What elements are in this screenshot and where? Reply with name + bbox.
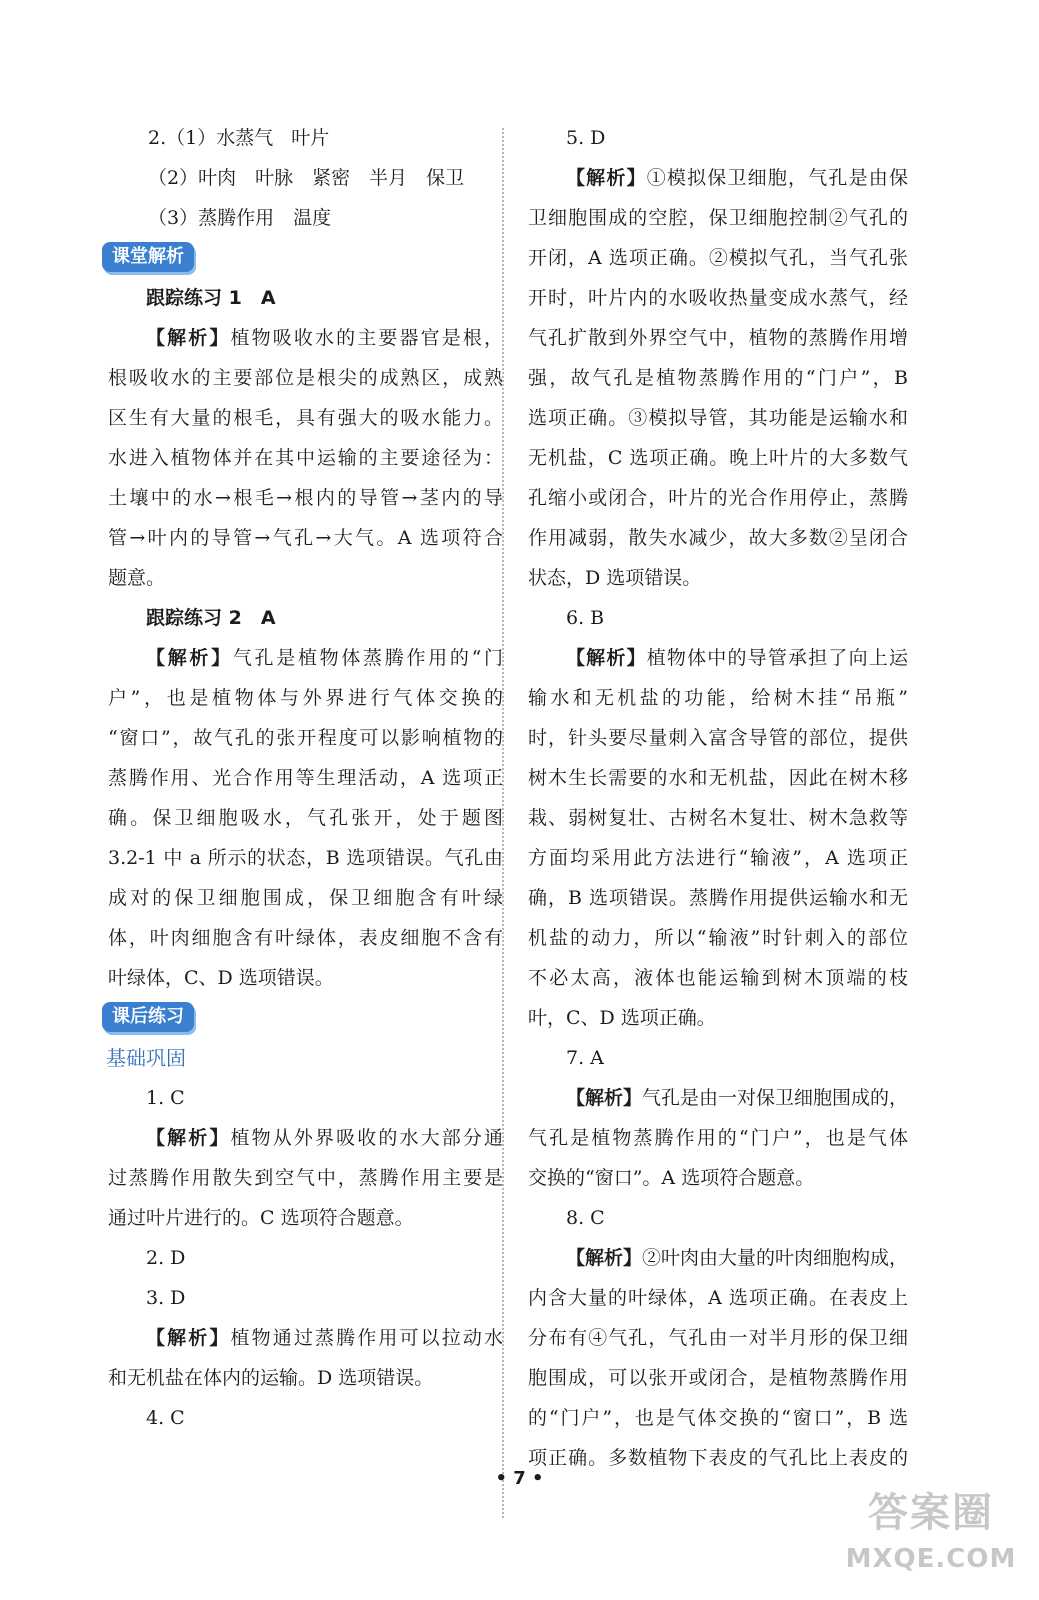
- page-number: • 7 •: [495, 1468, 544, 1489]
- watermark-url: MXQE.COM: [845, 1544, 1017, 1574]
- analysis-1-line: 根吸收水的主要部位是根尖的成熟区，成熟: [108, 367, 503, 389]
- analysis-q5-line: 强，故气孔是植物蒸腾作用的“门户”，B: [528, 367, 908, 389]
- analysis-q3-line: 【解析】植物通过蒸腾作用可以拉动水: [146, 1327, 503, 1349]
- analysis-tag: 【解析】: [146, 1127, 231, 1149]
- watermark: [841, 1482, 1021, 1592]
- question-8-answer: 8. C: [566, 1207, 605, 1229]
- question-1-answer: 1. C: [146, 1087, 185, 1109]
- analysis-q8-line: 分布有④气孔，气孔由一对半月形的保卫细: [528, 1327, 908, 1349]
- answer-2-1-b: 叶片: [291, 127, 330, 149]
- analysis-1-line: 管→叶内的导管→气孔→大气。A 选项符合: [108, 527, 503, 549]
- analysis-1-line: 土壤中的水→根毛→根内的导管→茎内的导: [108, 487, 503, 509]
- analysis-q5-line: 开时，叶片内的水吸收热量变成水蒸气，经: [528, 287, 908, 309]
- analysis-q6-line: 树木生长需要的水和无机盐，因此在树木移: [528, 767, 908, 789]
- analysis-2-line: 3.2-1 中 a 所示的状态，B 选项错误。气孔由: [108, 847, 503, 869]
- analysis-q8-line: 内含大量的叶绿体，A 选项正确。在表皮上: [528, 1287, 908, 1309]
- analysis-q8-line: 的“门户”，也是气体交换的“窗口”，B 选: [528, 1407, 908, 1429]
- analysis-q5-line: 孔缩小或闭合，叶片的光合作用停止，蒸腾: [528, 487, 908, 509]
- question-3-answer: 3. D: [146, 1287, 186, 1309]
- question-5-answer: 5. D: [566, 127, 606, 149]
- analysis-q7-line: 交换的“窗口”。A 选项符合题意。: [528, 1167, 815, 1189]
- analysis-q8-line: 【解析】②叶肉由大量的叶肉细胞构成，: [566, 1247, 908, 1269]
- analysis-tag: 【解析】: [146, 647, 233, 669]
- analysis-2-line: “窗口”，故气孔的张开程度可以影响植物的: [108, 727, 503, 749]
- analysis-q1-line: 通过叶片进行的。C 选项符合题意。: [108, 1207, 414, 1229]
- analysis-q7-line: 【解析】气孔是由一对保卫细胞围成的，: [566, 1087, 908, 1109]
- analysis-q5-line: 无机盐，C 选项正确。晚上叶片的大多数气: [528, 447, 908, 469]
- analysis-q6-line: 确，B 选项错误。蒸腾作用提供运输水和无: [528, 887, 908, 909]
- subheading-basic: 基础巩固: [106, 1046, 186, 1070]
- analysis-2-line: 成对的保卫细胞围成，保卫细胞含有叶绿: [108, 887, 503, 909]
- analysis-q1-line: 过蒸腾作用散失到空气中，蒸腾作用主要是: [108, 1167, 503, 1189]
- analysis-2-line: 体，叶肉细胞含有叶绿体，表皮细胞不含有: [108, 927, 503, 949]
- question-2-answer: 2. D: [146, 1247, 186, 1269]
- analysis-q6-line: 输水和无机盐的功能，给树木挂“吊瓶”: [528, 687, 908, 709]
- analysis-1-line: 【解析】植物吸收水的主要器官是根，: [146, 327, 503, 349]
- analysis-2-line: 户”，也是植物体与外界进行气体交换的: [108, 687, 503, 709]
- analysis-q5-line: 作用减弱，散失水减少，故大多数②呈闭合: [528, 527, 908, 549]
- analysis-1-line: 题意。: [108, 567, 166, 589]
- watermark-logo: 答案圈: [868, 1490, 994, 1536]
- section-badge-class-analysis: 课堂解析: [102, 242, 194, 272]
- section-badge-after-class: 课后练习: [102, 1002, 194, 1032]
- analysis-q7-line: 气孔是植物蒸腾作用的“门户”，也是气体: [528, 1127, 908, 1149]
- analysis-q6-line: 栽、弱树复壮、古树名木复壮、树木急救等: [528, 807, 908, 829]
- analysis-q5-line: 【解析】①模拟保卫细胞，气孔是由保: [566, 167, 908, 189]
- analysis-q6-line: 方面均采用此方法进行“输液”，A 选项正: [528, 847, 908, 869]
- analysis-tag: 【解析】: [566, 647, 647, 669]
- analysis-q6-line: 时，针头要尽量刺入富含导管的部位，提供: [528, 727, 908, 749]
- analysis-q3-line: 和无机盐在体内的运输。D 选项错误。: [108, 1367, 434, 1389]
- analysis-q5-line: 状态，D 选项错误。: [528, 567, 702, 589]
- tracking-exercise-1: 跟踪练习 1 A: [146, 287, 276, 309]
- analysis-tag: 【解析】: [566, 167, 647, 189]
- question-4-answer: 4. C: [146, 1407, 185, 1429]
- answer-2-3: （3）蒸腾作用 温度: [148, 207, 332, 229]
- answer-2-2: （2）叶肉 叶脉 紧密 半月 保卫: [148, 167, 465, 189]
- analysis-tag: 【解析】: [146, 327, 231, 349]
- analysis-q5-line: 开闭，A 选项正确。②模拟气孔，当气孔张: [528, 247, 908, 269]
- analysis-q6-line: 不必太高，液体也能运输到树木顶端的枝: [528, 967, 908, 989]
- answer-2-1: [108, 118, 503, 158]
- column-divider: [502, 128, 504, 1518]
- analysis-2-line: 叶绿体，C、D 选项错误。: [108, 967, 334, 989]
- analysis-1-line: 水进入植物体并在其中运输的主要途径为：: [108, 447, 503, 469]
- question-7-answer: 7. A: [566, 1047, 604, 1069]
- analysis-q8-line: 项正确。多数植物下表皮的气孔比上表皮的: [528, 1447, 908, 1469]
- analysis-2-line: 【解析】气孔是植物体蒸腾作用的“门: [146, 647, 503, 669]
- tracking-exercise-2: 跟踪练习 2 A: [146, 607, 276, 629]
- analysis-tag: 【解析】: [146, 1327, 231, 1349]
- analysis-q8-line: 胞围成，可以张开或闭合，是植物蒸腾作用: [528, 1367, 908, 1389]
- analysis-q5-line: 气孔扩散到外界空气中，植物的蒸腾作用增: [528, 327, 908, 349]
- answer-2-1-a: 2.（1）水蒸气: [148, 127, 274, 149]
- analysis-2-line: 确。保卫细胞吸水，气孔张开，处于题图: [108, 807, 503, 829]
- analysis-q1-line: 【解析】植物从外界吸收的水大部分通: [146, 1127, 503, 1149]
- right-column: [528, 118, 908, 1478]
- analysis-q6-line: 【解析】植物体中的导管承担了向上运: [566, 647, 908, 669]
- analysis-q6-line: 叶，C、D 选项正确。: [528, 1007, 716, 1029]
- analysis-tag: 【解析】: [566, 1247, 643, 1269]
- analysis-q6-line: 机盐的动力，所以“输液”时针刺入的部位: [528, 927, 908, 949]
- analysis-q5-line: 选项正确。③模拟导管，其功能是运输水和: [528, 407, 908, 429]
- analysis-2-line: 蒸腾作用、光合作用等生理活动，A 选项正: [108, 767, 503, 789]
- analysis-1-line: 区生有大量的根毛，具有强大的吸水能力。: [108, 407, 503, 429]
- analysis-q5-line: 卫细胞围成的空腔，保卫细胞控制②气孔的: [528, 207, 908, 229]
- left-column: [108, 118, 503, 1438]
- question-6-answer: 6. B: [566, 607, 605, 629]
- analysis-tag: 【解析】: [566, 1087, 643, 1109]
